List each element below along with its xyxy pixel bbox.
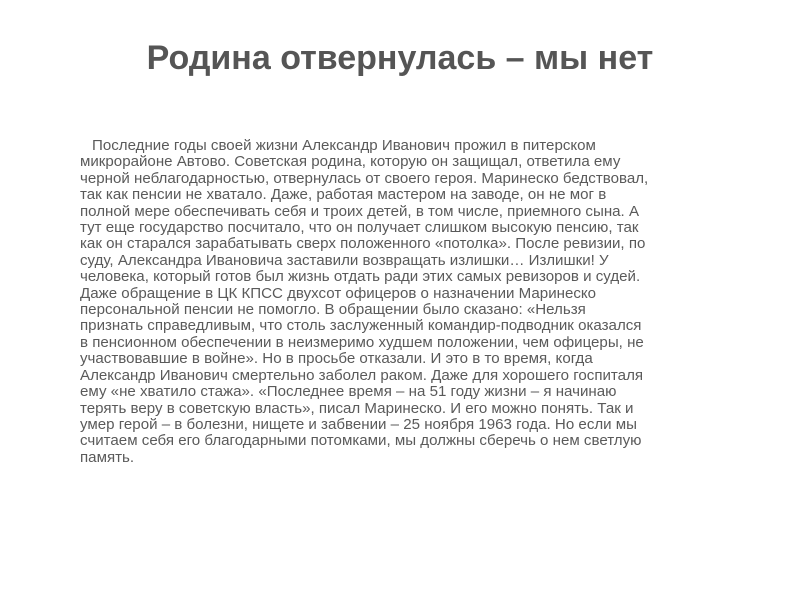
body-line: Последние годы своей жизни Александр Иванович прожил в питерском [92,137,596,154]
body-line: черной неблагодарностью, отвернулась от своего героя. Маринеско бедствовал, [80,169,649,187]
body-line: Даже обращение в ЦК КПСС двухсот офицеров о назначении Маринеско [80,284,597,302]
body-line: признать справедливым, что столь заслуженный командир-подводник оказался [80,317,642,335]
body-line: терять веру в советскую власть», писал Маринеско. И его можно понять. Так и [80,399,634,417]
body-line: тут еще государство посчитало, что он получает слишком высокую пенсию, так [80,219,639,237]
body-line: человека, который готов был жизнь отдать ради этих самых ревизоров и судей. [80,268,641,286]
body-line: память. [80,448,135,466]
body-line: как он старался зарабатывать сверх положенного «потолка». После ревизии, по [80,235,646,253]
body-line: участвовавшие в войне». Но в просьбе отказали. И это в то время, когда [80,350,593,368]
body-line: ему «не хватило стажа». «Последнее время – на 51 году жизни – я начинаю [80,383,617,401]
body-line: персональной пенсии не помогло. В обращении было сказано: «Нельзя [80,301,586,319]
body-line: полной мере обеспечивать себя и троих детей, в том числе, приемного сына. А [80,202,640,220]
body-line: считаем себя его благодарными потомками, мы должны сберечь о нем светлую [80,432,642,450]
body-line: Александр Иванович смертельно заболел раком. Даже для хорошего госпиталя [80,366,644,384]
body-line: умер герой – в болезни, нищете и забвении – 25 ноября 1963 года. Но если мы [80,415,638,433]
slide-body-text [80,138,742,466]
body-line: в пенсионном обеспечении в неизмеримо худшем положении, чем офицеры, не [80,333,644,351]
slide-title: Родина отвернулась – мы нет [146,39,654,77]
body-line: суду, Александра Ивановича заставили возвращать излишки… Излишки! У [80,251,609,269]
body-line: микрорайоне Автово. Советская родина, которую он защищал, ответила ему [80,153,621,171]
body-line: так как пенсии не хватало. Даже, работая мастером на заводе, он не мог в [80,186,607,204]
